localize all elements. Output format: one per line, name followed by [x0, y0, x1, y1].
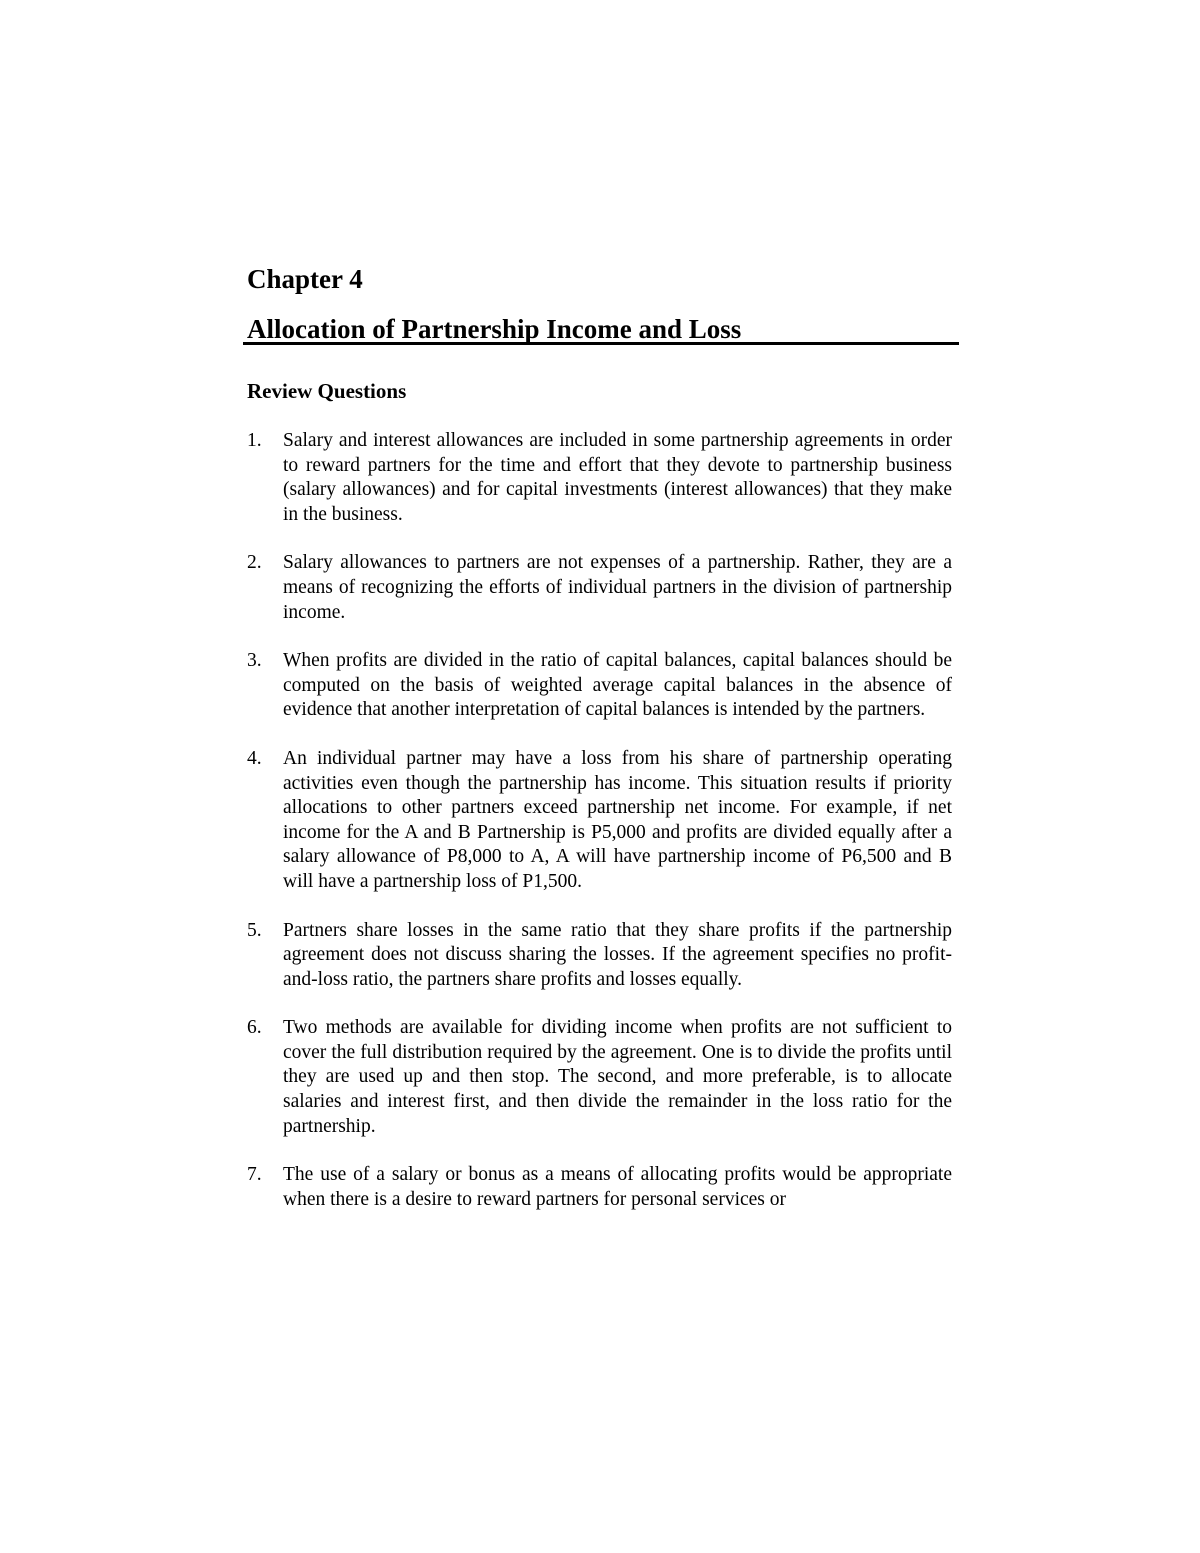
question-text: Salary allowances to partners are not expenses of a partnership. Rather, they are a means of recognizing the efforts of individual partners in the division of partnership income.: [283, 552, 952, 623]
question-number: 5.: [247, 919, 262, 941]
review-question-list: [247, 429, 952, 1236]
question-number: 4.: [247, 747, 262, 769]
question-number: 3.: [247, 650, 262, 672]
chapter-title: Allocation of Partnership Income and Loss: [247, 314, 742, 344]
question-number: 6.: [247, 1017, 262, 1039]
question-text: Partners share losses in the same ratio that they share profits if the partnership agreement does not discuss sharing the losses. If the agreement specifies no profit-and-loss ratio, the partners share profits and losses equally.: [283, 919, 952, 990]
question-text: Salary and interest allowances are included in some partnership agreements in order to reward partners for the time and effort that they devote to partnership business (salary allowances) and for capital investments (interest allowances) that they make in the business.: [283, 430, 952, 525]
question-number: 7.: [247, 1164, 262, 1186]
question-number: 2.: [247, 552, 262, 574]
question-text: The use of a salary or bonus as a means of allocating profits would be appropriate when there is a desire to reward partners for personal services or: [283, 1164, 952, 1210]
section-heading: Review Questions: [247, 379, 407, 403]
title-underline: [243, 342, 959, 345]
review-question: [247, 747, 952, 895]
question-text: Two methods are available for dividing income when profits are not sufficient to cover the full distribution required by the agreement. One is to divide the profits until they are used up and then stop. The second, and more preferable, is to allocate salaries and interest first, and then divide the remainder in the loss ratio for the partnership.: [283, 1017, 952, 1137]
question-text: An individual partner may have a loss from his share of partnership operating activities even though the partnership has income. This situation results if priority allocations to other partners exceed partnership net income. For example, if net income for the A and B Partnership is P5,000 and profits are divided equally after a salary allowance of P8,000 to A, A will have partnership income of P6,500 and B will have a partnership loss of P1,500.: [283, 747, 952, 892]
review-question: [247, 429, 952, 527]
review-question: [247, 1163, 952, 1212]
review-question: [247, 919, 952, 993]
review-question: [247, 649, 952, 723]
review-question: [247, 1016, 952, 1139]
review-question: [247, 551, 952, 625]
question-text: When profits are divided in the ratio of capital balances, capital balances should be computed on the basis of weighted average capital balances in the absence of evidence that another interpretation of capital balances is intended by the partners.: [283, 650, 952, 721]
question-number: 1.: [247, 430, 262, 451]
chapter-heading: Chapter 4: [247, 264, 363, 294]
